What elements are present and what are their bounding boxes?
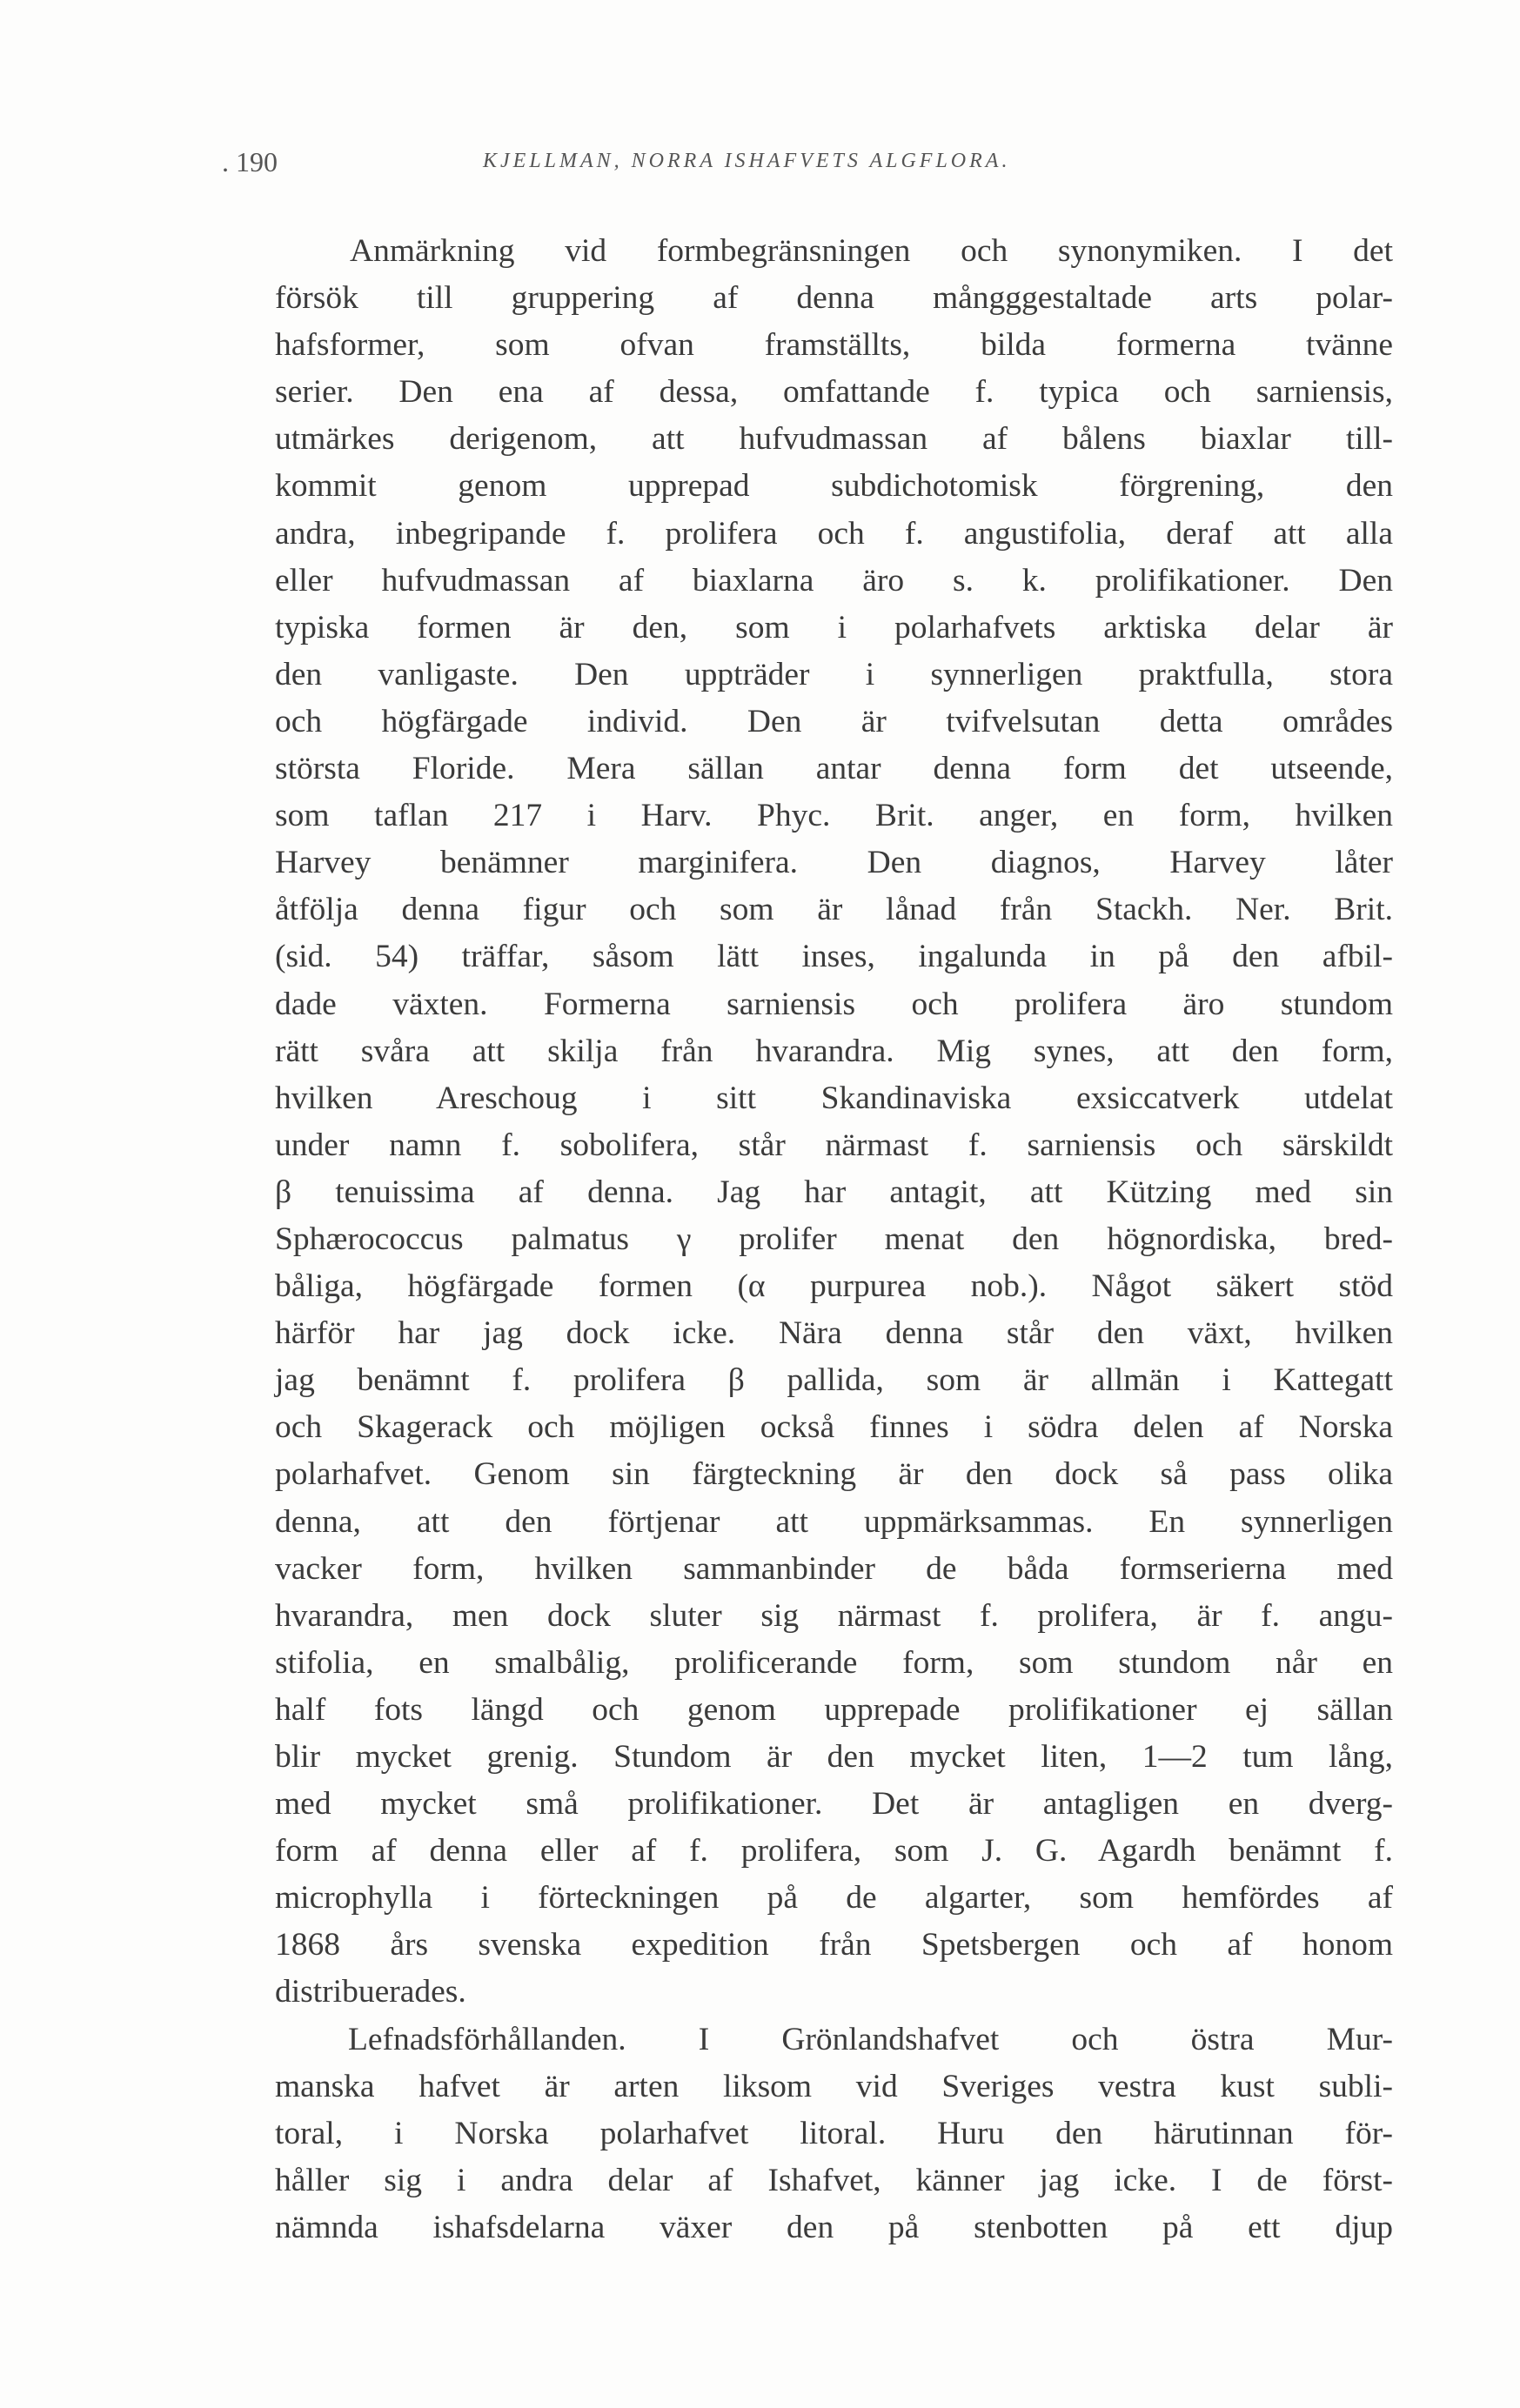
text-line: med mycket små prolifikationer. Det är antagligen en dverg- [275,1786,1393,1823]
text-line: kommit genom upprepad subdichotomisk förgrening, den [275,468,1393,505]
text-line: stifolia, en smalbålig, prolificerande form, som stundom når en [275,1644,1393,1681]
text-line: försök till gruppering af denna mångggestaltade arts polar- [275,280,1393,317]
text-line: som taflan 217 i Harv. Phyc. Brit. anger, en form, hvilken [275,798,1393,834]
running-head [222,146,1396,190]
text-line: (sid. 54) träffar, såsom lätt inses, ingalunda in på den afbil- [275,939,1393,975]
text-line: och högfärgade individ. Den är tvifvelsutan detta områdes [275,703,1393,739]
text-line: Harvey benämner marginifera. Den diagnos, Harvey låter [275,845,1393,881]
text-line: polarhafvet. Genom sin färgteckning är den dock så pass olika [275,1456,1393,1493]
page-number: . 190 [222,146,278,177]
text-line: manska hafvet är arten liksom vid Sveriges vestra kust subli- [275,2068,1393,2104]
text-line: distribuerades. [275,1974,466,2010]
text-line: blir mycket grenig. Stundom är den mycket liten, 1—2 tum lång, [275,1739,1393,1775]
text-line: serier. Den ena af dessa, omfattande f. typica och sarniensis, [275,374,1393,411]
text-line: nämnda ishafsdelarna växer den på stenbotten på ett djup [275,2209,1393,2245]
text-line: 1868 års svenska expedition från Spetsbergen och af honom [275,1927,1393,1963]
text-line: eller hufvudmassan af biaxlarna äro s. k. prolifikationer. Den [275,562,1393,599]
body-text [275,228,1393,2251]
text-line: hvilken Areschoug i sitt Skandinaviska exsiccatverk utdelat [275,1080,1393,1116]
text-line: utmärkes derigenom, att hufvudmassan af bålens biaxlar till- [275,421,1393,458]
text-line: half fots längd och genom upprepade prolifikationer ej sällan [275,1691,1393,1728]
text-line: β tenuissima af denna. Jag har antagit, att Kützing med sin [275,1174,1393,1210]
text-line: håller sig i andra delar af Ishafvet, känner jag icke. I de först- [275,2162,1393,2198]
text-line: andra, inbegripande f. prolifera och f. angustifolia, deraf att alla [275,515,1393,552]
text-line: den vanligaste. Den uppträder i synnerligen praktfulla, stora [275,656,1393,692]
text-line: härför har jag dock icke. Nära denna står den växt, hvilken [275,1315,1393,1352]
text-line: åtfölja denna figur och som är lånad från Stackh. Ner. Brit. [275,892,1393,928]
text-line: hvarandra, men dock sluter sig närmast f. prolifera, är f. angu- [275,1597,1393,1634]
text-line: toral, i Norska polarhafvet litoral. Huru den härutinnan för- [275,2115,1393,2151]
text-line: microphylla i förteckningen på de algarter, som hemfördes af [275,1880,1393,1916]
running-title: KJELLMAN, NORRA ISHAFVETS ALGFLORA. [483,150,1011,172]
text-line: dade växten. Formerna sarniensis och prolifera äro stundom [275,986,1393,1022]
text-line: båliga, högfärgade formen (α purpurea nob.). Något säkert stöd [275,1268,1393,1305]
text-line: Anmärkning vid formbegränsningen och synonymiken. I det [350,233,1393,269]
text-line: form af denna eller af f. prolifera, som J. G. Agardh benämnt f. [275,1833,1393,1870]
text-line: typiska formen är den, som i polarhafvets arktiska delar är [275,609,1393,645]
text-line: och Skagerack och möjligen också finnes i södra delen af Norska [275,1409,1393,1446]
text-line: hafsformer, som ofvan framställts, bilda formerna tvänne [275,327,1393,364]
text-line: största Floride. Mera sällan antar denna form det utseende, [275,751,1393,787]
text-line: rätt svåra att skilja från hvarandra. Mig synes, att den form, [275,1033,1393,1069]
text-line: Sphærococcus palmatus γ prolifer menat den högnordiska, bred- [275,1221,1393,1257]
text-line: under namn f. sobolifera, står närmast f. sarniensis och särskildt [275,1127,1393,1163]
text-line: denna, att den förtjenar att uppmärksammas. En synnerligen [275,1503,1393,1540]
text-line: vacker form, hvilken sammanbinder de båda formserierna med [275,1550,1393,1587]
text-line: Lefnadsförhållanden. I Grönlandshafvet och östra Mur- [348,2021,1393,2057]
text-line: jag benämnt f. prolifera β pallida, som är allmän i Kattegatt [275,1362,1393,1399]
